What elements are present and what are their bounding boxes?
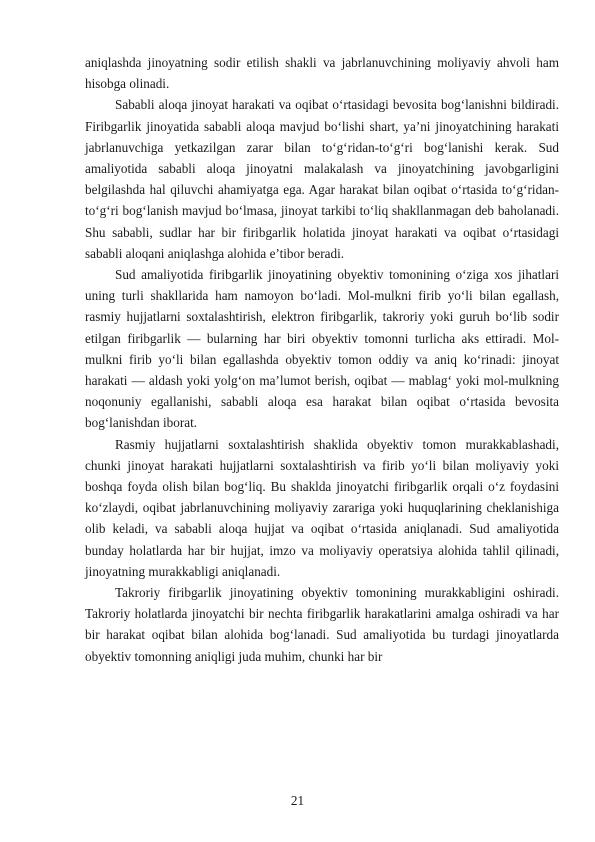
page-number: 21 bbox=[290, 793, 305, 808]
paragraph-repeated-fraud: Takroriy firibgarlik jinoyatining obyektiv tomonining murakkabligini oshiradi. Takroriy holatlarda jinoyatchi bir nechta firibgarlik harakatlarini amalga oshiradi va har bir harakat oqibat bilan alohida bog‘lanadi. Sud amaliyotida bu turdagi jinoyatlarda obyektiv tomonning aniqligi juda muhim, chunki har bir bbox=[85, 585, 559, 664]
paragraph-causal-link: Sababli aloqa jinoyat harakati va oqibat o‘rtasidagi bevosita bog‘lanishni bildiradi. Firibgarlik jinoyatida sababli aloqa mavjud bo‘lishi shart, ya’ni jinoyatchining harakati jabrlanuvchiga yetkazilgan zarar bilan to‘g‘ridan-to‘g‘ri bog‘lanishi kerak. Sud amaliyotida sababli aloqa jinoyatni malakalash va jinoyatchining javobgarligini belgilashda hal qiluvchi ahamiyatga ega. Agar harakat bilan oqibat o‘rtasida to‘g‘ridan-to‘g‘ri bog‘lanish mavjud bo‘lmasa, jinoyat tarkibi to‘liq shakllanmagan deb baholanadi. Shu sababli, sudlar har bir firibgarlik holatida jinoyat harakati va oqibat o‘rtasidagi sababli aloqani aniqlashga alohida e’tibor beradi. bbox=[85, 97, 559, 261]
paragraph-document-forgery: Rasmiy hujjatlarni soxtalashtirish shaklida obyektiv tomon murakkablashadi, chunki jinoyat harakati hujjatlarni soxtalashtirish va firib yo‘li bilan moliyaviy yoki boshqa foyda olish bilan bog‘liq. Bu shaklda jinoyatchi firibgarlik orqali o‘z foydasini ko‘zlaydi, oqibat jabrlanuvchining moliyaviy zarariga yoki huquqlarining cheklanishiga olib keladi, va sababli aloqa hujjat va oqibat o‘rtasida aniqlanadi. Sud amaliyotida bunday holatlarda har bir hujjat, imzo va moliyaviy operatsiya alohida tahlil qilinadi, jinoyatning murakkabligi aniqlanadi. bbox=[85, 436, 559, 579]
paragraph-objective-side-forms: Sud amaliyotida firibgarlik jinoyatining obyektiv tomonining o‘ziga xos jihatlari uning turli shakllarida ham namoyon bo‘ladi. Mol-mulkni firib yo‘li bilan egallash, rasmiy hujjatlarni soxtalashtirish, elektron firibgarlik, takroriy yoki guruh bo‘lib sodir etilgan firibgarlik — bularning har biri obyektiv tomonni turlicha aks ettiradi. Mol-mulkni firib yo‘li bilan egallashda obyektiv tomon oddiy va aniq ko‘rinadi: jinoyat harakati — aldash yoki yolg‘on ma’lumot berish, oqibat — mablag‘ yoki mol-mulkning noqonuniy egallanishi, sababli aloqa esa harakat bilan oqibat o‘rtasida bevosita bog‘lanishdan iborat. bbox=[85, 267, 559, 431]
paragraph-continuation: aniqlashda jinoyatning sodir etilish shakli va jabrlanuvchining moliyaviy ahvoli ham hisobga olinadi. bbox=[85, 55, 559, 92]
document-page bbox=[85, 52, 559, 667]
